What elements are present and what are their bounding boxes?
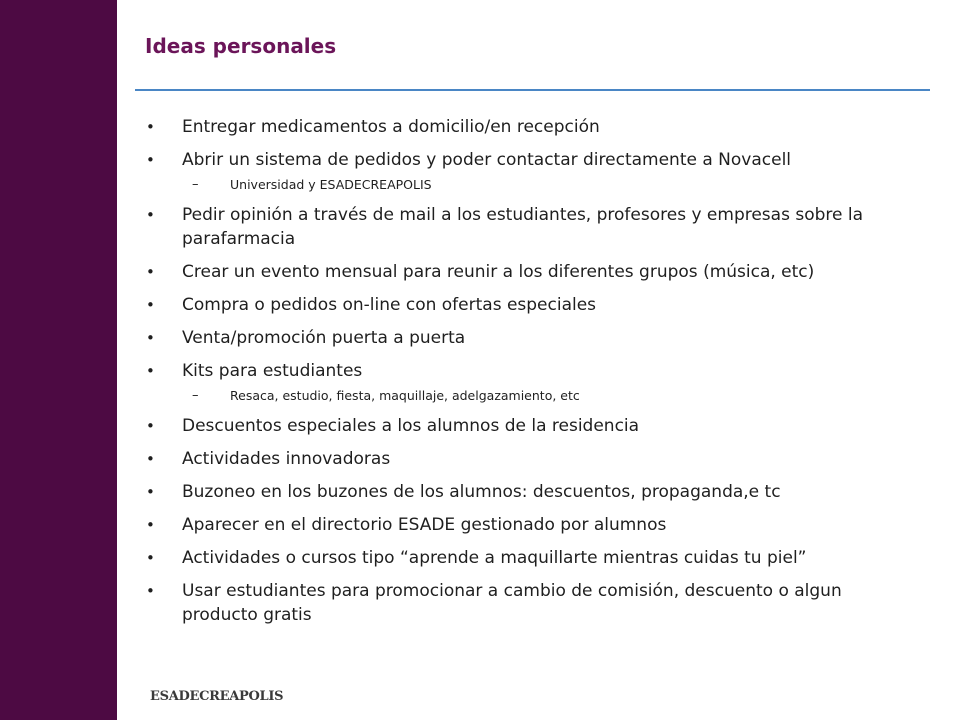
bullet-item xyxy=(146,326,916,350)
bullet-item xyxy=(146,414,916,438)
bullet-text: Aparecer en el directorio ESADE gestionado por alumnos xyxy=(182,515,667,535)
bullet-text: Kits para estudiantes xyxy=(182,361,363,381)
bullet-marker: • xyxy=(146,151,155,169)
bullet-marker: • xyxy=(146,483,155,501)
bullet-marker: • xyxy=(146,516,155,534)
bullet-item xyxy=(146,447,916,471)
bullet-text: Entregar medicamentos a domicilio/en recepción xyxy=(182,117,600,137)
bullet-text: Pedir opinión a través de mail a los estudiantes, profesores y empresas sobre la parafarmacia xyxy=(182,205,864,249)
sub-bullet-text: Resaca, estudio, fiesta, maquillaje, adelgazamiento, etc xyxy=(230,388,580,403)
bullet-text: Abrir un sistema de pedidos y poder contactar directamente a Novacell xyxy=(182,150,792,170)
bullet-item xyxy=(146,148,916,194)
bullet-item xyxy=(146,293,916,317)
bullet-marker: • xyxy=(146,296,155,314)
slide-title: Ideas personales xyxy=(145,34,337,58)
bullet-item xyxy=(146,579,916,627)
bullet-marker: • xyxy=(146,450,155,468)
bullet-text: Venta/promoción puerta a puerta xyxy=(182,328,466,348)
sub-bullet-text: Universidad y ESADECREAPOLIS xyxy=(230,177,432,192)
bullet-text: Compra o pedidos on-line con ofertas especiales xyxy=(182,295,597,315)
bullet-item xyxy=(146,115,916,139)
side-accent-bar xyxy=(0,0,117,720)
bullet-item xyxy=(146,359,916,405)
bullet-item xyxy=(146,480,916,504)
bullet-marker: • xyxy=(146,362,155,380)
bullet-marker: • xyxy=(146,118,155,136)
bullet-item xyxy=(146,260,916,284)
bullet-marker: • xyxy=(146,549,155,567)
esade-creapolis-logo: ESADECREAPOLIS xyxy=(150,689,284,704)
dash-marker: – xyxy=(192,177,199,192)
bullet-text: Crear un evento mensual para reunir a los diferentes grupos (música, etc) xyxy=(182,262,815,282)
sub-bullet-item xyxy=(182,176,916,194)
bullet-item xyxy=(146,513,916,537)
dash-marker: – xyxy=(192,388,199,403)
sub-bullet-item xyxy=(182,387,916,405)
bullet-text: Usar estudiantes para promocionar a cambio de comisión, descuento o algun producto gratis xyxy=(182,581,842,625)
bullet-text: Buzoneo en los buzones de los alumnos: descuentos, propaganda,e tc xyxy=(182,482,781,502)
bullet-item xyxy=(146,546,916,570)
sub-bullet-list xyxy=(182,176,916,194)
bullet-marker: • xyxy=(146,417,155,435)
bullet-marker: • xyxy=(146,582,155,600)
bullet-text: Descuentos especiales a los alumnos de la residencia xyxy=(182,416,640,436)
bullet-text: Actividades o cursos tipo “aprende a maquillarte mientras cuidas tu piel” xyxy=(182,548,807,568)
bullet-marker: • xyxy=(146,329,155,347)
bullet-marker: • xyxy=(146,263,155,281)
bullet-marker: • xyxy=(146,206,155,224)
bullet-item xyxy=(146,203,916,251)
bullet-list xyxy=(146,115,916,636)
title-divider xyxy=(135,89,930,91)
bullet-text: Actividades innovadoras xyxy=(182,449,391,469)
sub-bullet-list xyxy=(182,387,916,405)
